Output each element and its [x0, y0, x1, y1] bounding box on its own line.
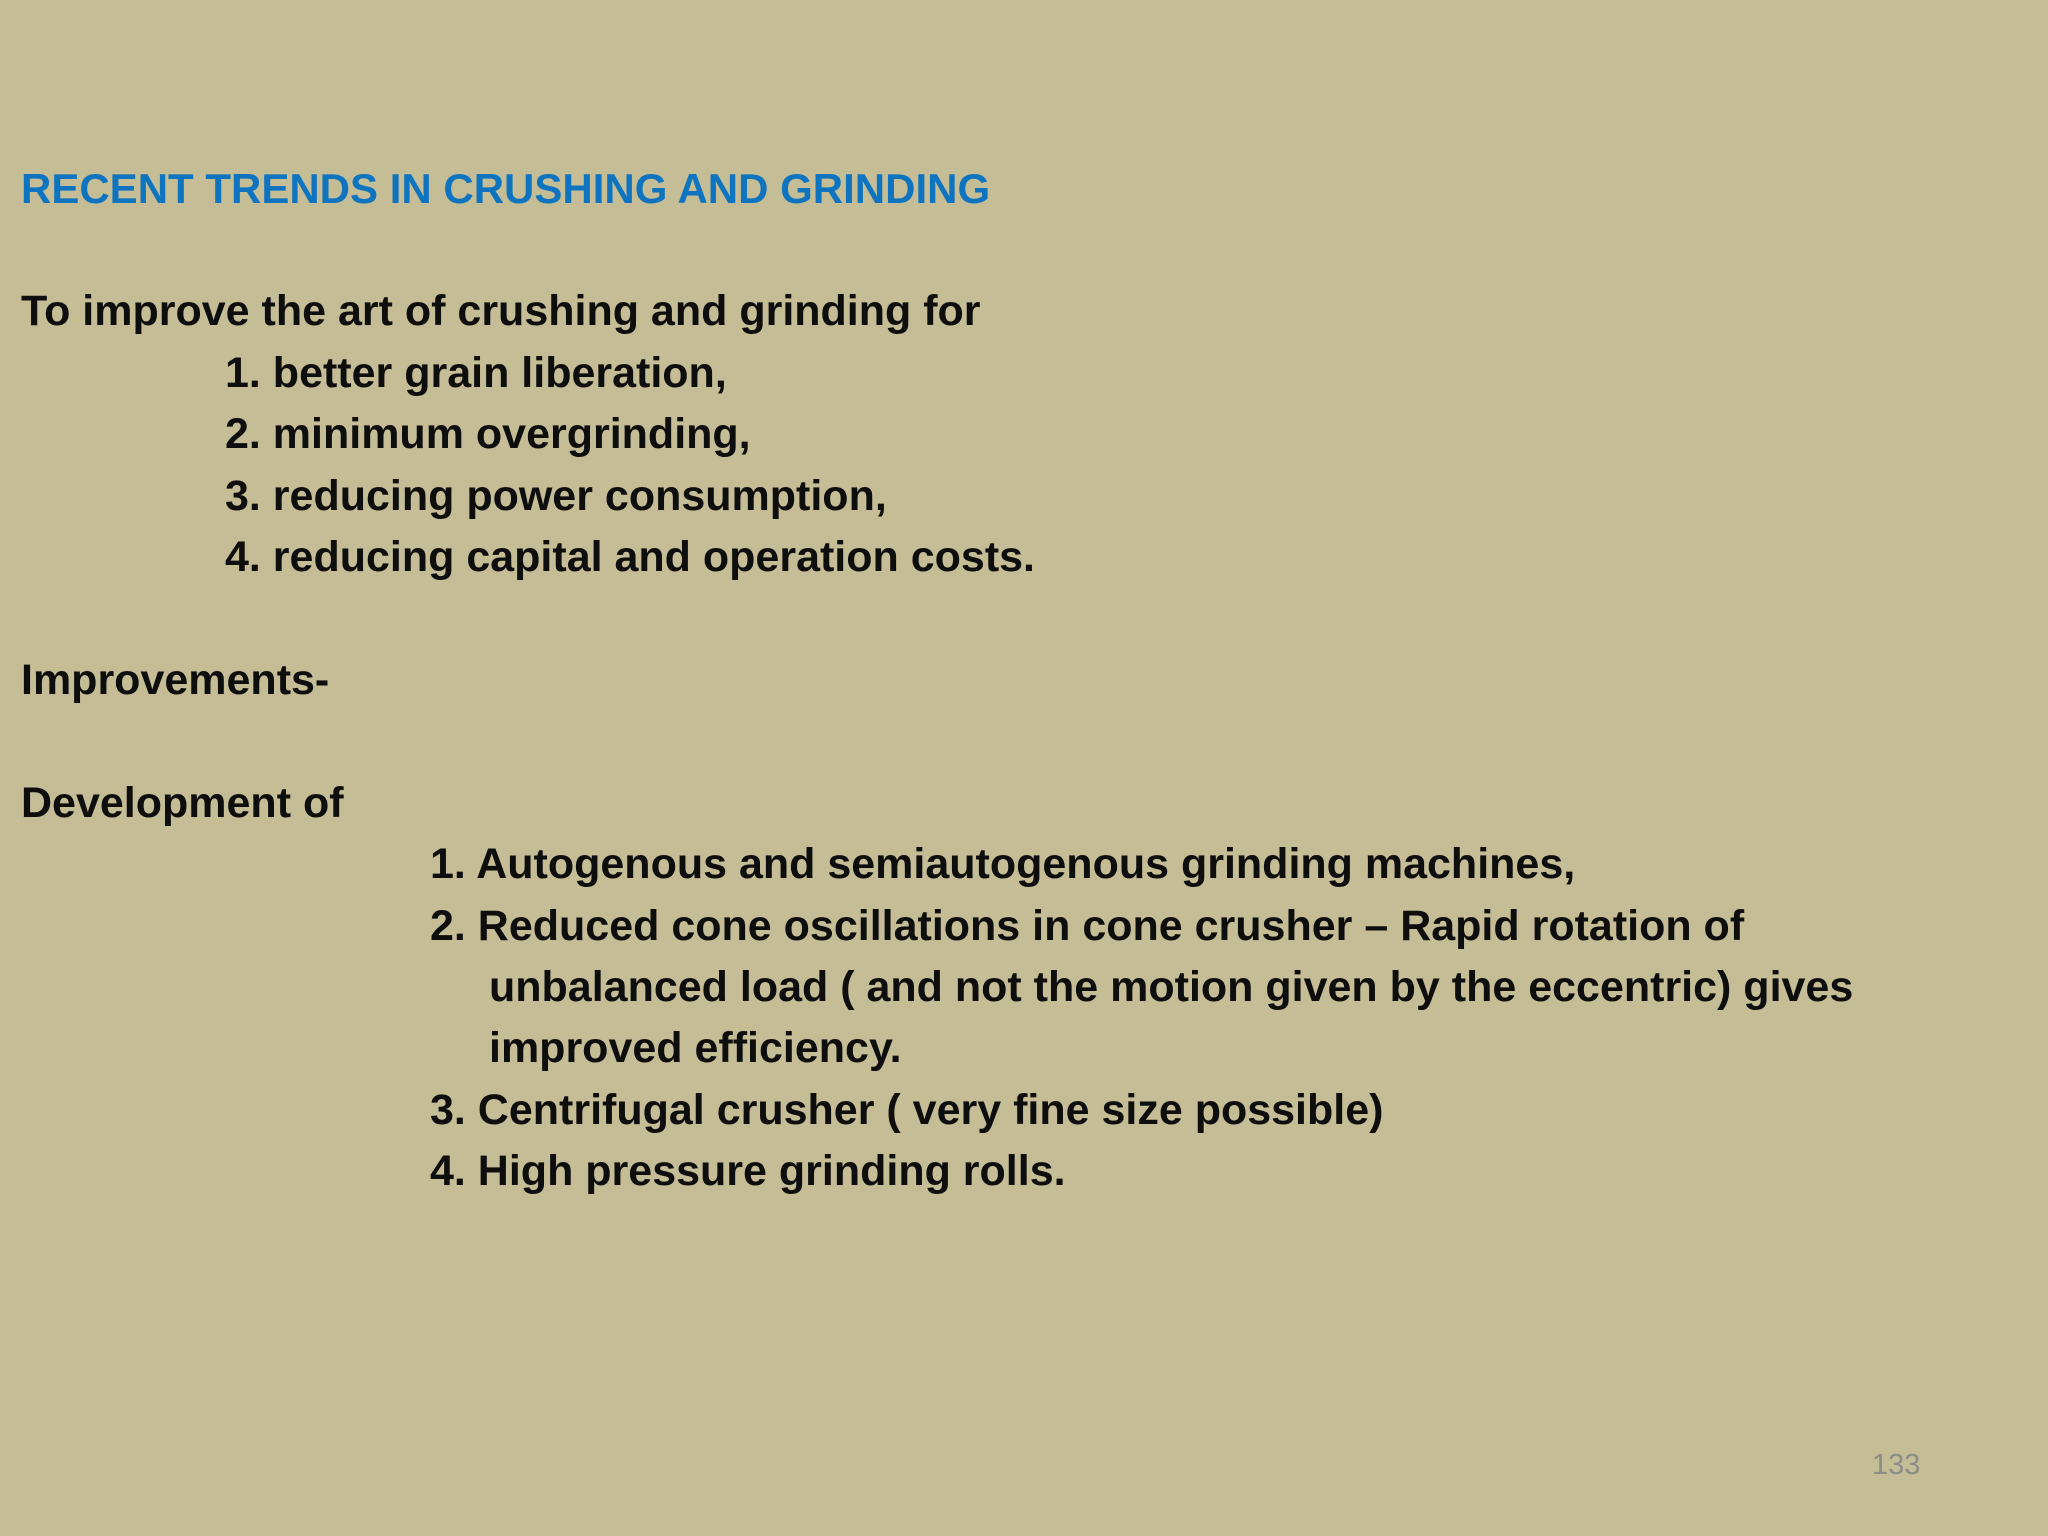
improvements-heading: Improvements-	[21, 656, 330, 704]
goal-item: 2. minimum overgrinding,	[225, 410, 751, 458]
development-heading: Development of	[21, 779, 344, 827]
goal-item: 4. reducing capital and operation costs.	[225, 533, 1036, 581]
development-item-continuation: improved efficiency.	[489, 1024, 902, 1072]
development-item: 3. Centrifugal crusher ( very fine size possible)	[430, 1086, 1384, 1134]
page-number: 133	[1872, 1449, 1921, 1481]
slide-title: RECENT TRENDS IN CRUSHING AND GRINDING	[21, 165, 991, 212]
goal-item: 3. reducing power consumption,	[225, 472, 887, 520]
intro-text: To improve the art of crushing and grinding for	[21, 287, 981, 335]
development-item-continuation: unbalanced load ( and not the motion given by the eccentric) gives	[489, 963, 1854, 1011]
development-item: 2. Reduced cone oscillations in cone crusher – Rapid rotation of	[430, 902, 1745, 950]
development-item: 4. High pressure grinding rolls.	[430, 1147, 1066, 1195]
goal-item: 1. better grain liberation,	[225, 349, 727, 397]
development-item: 1. Autogenous and semiautogenous grinding machines,	[430, 840, 1576, 888]
